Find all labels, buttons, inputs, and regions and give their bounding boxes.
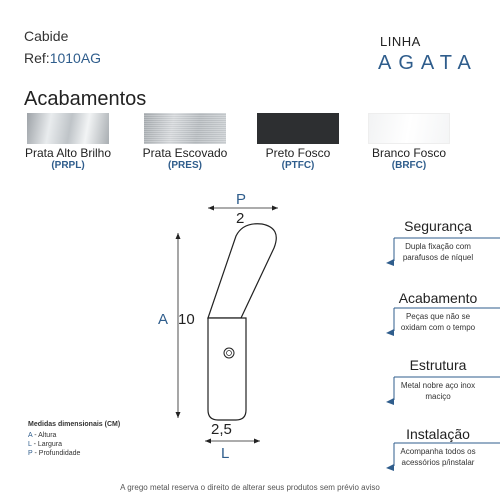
arrow-down-icon: [176, 412, 181, 418]
feature-desc-acabamento: Peças que não se oxidam com o tempo: [400, 312, 476, 332]
arrow-right-icon: [254, 439, 260, 444]
hook-base-plate: [208, 318, 246, 420]
depth-value: 2: [236, 210, 245, 227]
arrow-left-icon: [205, 439, 211, 444]
feature-desc-instalacao: Acompanha todos os acessórios p/instalar: [400, 447, 476, 467]
line-label: LINHA: [380, 34, 421, 49]
legend-item: L - Largura: [28, 441, 62, 448]
finish-name: Prata Escovado: [142, 146, 228, 160]
finish-swatch-ptfc: [257, 113, 339, 144]
finish-code: (PRPL): [51, 160, 85, 171]
product-ref: [24, 50, 101, 66]
finish-swatch-brfc: [368, 113, 450, 144]
finish-code: (BRFC): [391, 160, 427, 171]
feature-title-acabamento: Acabamento: [398, 290, 478, 306]
legend-item: A - Altura: [28, 432, 57, 439]
height-letter: A: [158, 311, 169, 328]
finish-swatch-prpl: [27, 113, 109, 144]
feature-desc-seguranca: Dupla fixação com parafusos de níquel: [402, 242, 474, 262]
screw-hole-icon: [224, 348, 234, 358]
feature-desc-estrutura: Metal nobre aço inox maciço: [400, 381, 476, 401]
feature-title-estrutura: Estrutura: [409, 357, 467, 373]
line-name: AGATA: [378, 52, 478, 74]
width-letter: L: [221, 445, 230, 462]
footer-disclaimer: A grego metal reserva o direito de alterar seus produtos sem prévio aviso: [120, 483, 380, 492]
product-name: Cabide: [24, 28, 69, 44]
arrow-left-icon: [208, 206, 214, 211]
arrow-up-icon: [176, 233, 181, 239]
height-value: 10: [178, 311, 195, 328]
finish-name: Prata Alto Brilho: [24, 146, 112, 160]
ref-label: Ref:: [24, 50, 50, 66]
dimensions-legend: [28, 420, 120, 458]
depth-letter: P: [236, 191, 247, 208]
arrow-right-icon: [272, 206, 278, 211]
width-value: 2,5: [211, 421, 232, 438]
hook-arm: [208, 224, 276, 318]
finish-code: (PRES): [168, 160, 202, 171]
ref-value: 1010AG: [49, 50, 102, 66]
feature-title-instalacao: Instalação: [406, 426, 470, 442]
legend-item: P - Profundidade: [28, 450, 81, 457]
feature-title-seguranca: Segurança: [404, 218, 472, 234]
finish-name: Preto Fosco: [265, 146, 331, 160]
finish-swatch-pres: [144, 113, 226, 144]
finish-name: Branco Fosco: [371, 146, 447, 160]
finish-code: (PTFC): [281, 160, 315, 171]
legend-title: Medidas dimensionais (CM): [28, 421, 121, 428]
finishes-title: Acabamentos: [24, 88, 147, 110]
